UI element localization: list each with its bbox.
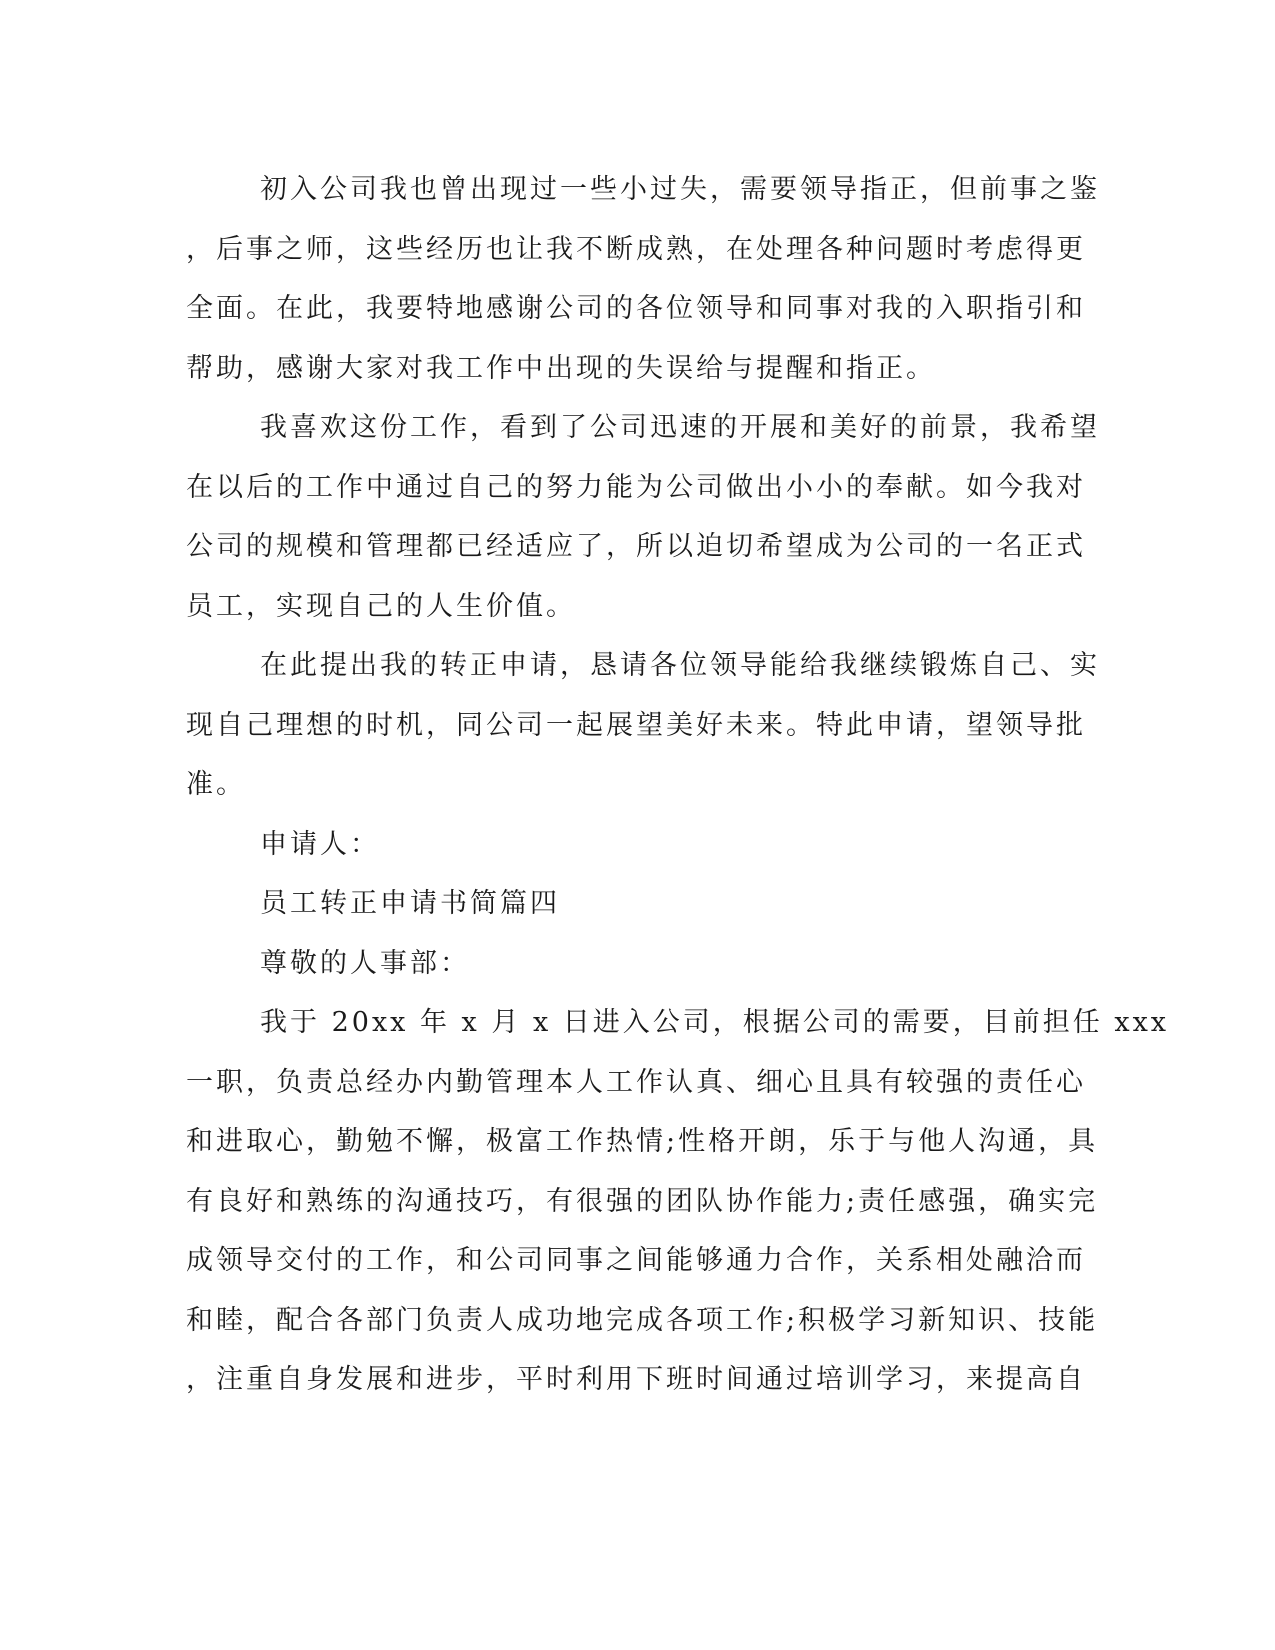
text-line: 成领导交付的工作，和公司同事之间能够通力合作，关系相处融洽而 bbox=[186, 1245, 1086, 1276]
text-line: 和进取心，勤勉不懈，极富工作热情;性格开朗，乐于与他人沟通，具 bbox=[186, 1126, 1099, 1157]
text-line: ，后事之师，这些经历也让我不断成熟，在处理各种问题时考虑得更 bbox=[186, 233, 1086, 265]
text-line: 全面。在此，我要特地感谢公司的各位领导和同事对我的入职指引和 bbox=[186, 293, 1086, 324]
text-line: 有良好和熟练的沟通技巧，有很强的团队协作能力;责任感强，确实完 bbox=[186, 1185, 1099, 1217]
text-line: 在此提出我的转正申请，恳请各位领导能给我继续锻炼自己、实 bbox=[260, 650, 1100, 681]
text-line: 员工，实现自己的人生价值。 bbox=[186, 590, 576, 622]
applicant-label: 申请人： bbox=[260, 828, 380, 860]
text-line: 一职，负责总经办内勤管理本人工作认真、细心且具有较强的责任心 bbox=[186, 1066, 1086, 1098]
text-line: 在以后的工作中通过自己的努力能为公司做出小小的奉献。如今我对 bbox=[186, 471, 1086, 503]
text-line: 和睦，配合各部门负责人成功地完成各项工作;积极学习新知识、技能 bbox=[186, 1304, 1099, 1336]
text-line: 现自己理想的时机，同公司一起展望美好未来。特此申请，望领导批 bbox=[186, 709, 1086, 741]
text-line: 我于 20xx 年 x 月 x 日进入公司，根据公司的需要，目前担任 xxx bbox=[260, 1007, 1170, 1038]
text-line: 帮助，感谢大家对我工作中出现的失误给与提醒和指正。 bbox=[186, 352, 936, 384]
document-body bbox=[186, 160, 1170, 1410]
text-line: 准。 bbox=[186, 769, 246, 800]
text-line: 初入公司我也曾出现过一些小过失，需要领导指正，但前事之鉴 bbox=[260, 174, 1100, 205]
salutation: 尊敬的人事部： bbox=[260, 947, 470, 979]
section-heading: 员工转正申请书简篇四 bbox=[260, 888, 560, 919]
text-line: 公司的规模和管理都已经适应了，所以迫切希望成为公司的一名正式 bbox=[186, 531, 1086, 562]
text-line: 我喜欢这份工作，看到了公司迅速的开展和美好的前景，我希望 bbox=[260, 412, 1100, 443]
text-line: ，注重自身发展和进步，平时利用下班时间通过培训学习，来提高自 bbox=[186, 1364, 1086, 1395]
